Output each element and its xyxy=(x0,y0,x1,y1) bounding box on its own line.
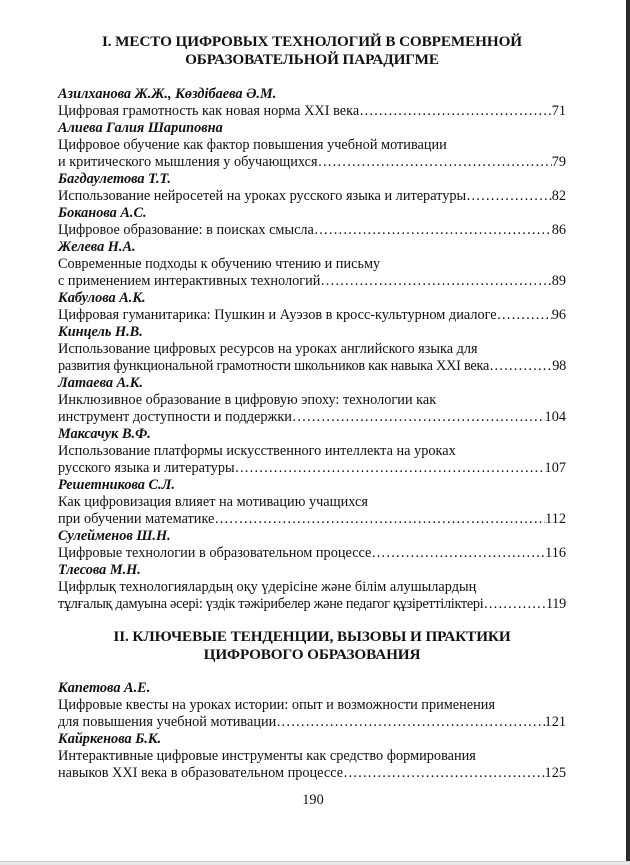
toc-entry-line[interactable] xyxy=(58,188,566,205)
toc-entry-line[interactable] xyxy=(58,409,566,426)
entry-title: Использование нейросетей на уроках русского языка и литературы xyxy=(58,188,467,204)
dot-leader xyxy=(314,222,552,239)
entry-title-line: Использование цифровых ресурсов на уроках английского языка для xyxy=(58,341,478,357)
entry-page-number: 82 xyxy=(551,188,566,204)
entry-author: Боканова А.С. xyxy=(58,205,147,221)
entry-page-number: 98 xyxy=(552,358,566,374)
entry-author: Азилханова Ж.Ж., Көздібаева Ә.М. xyxy=(58,86,277,102)
entry-title: развития функциональной грамотности школьников как навыка XXI века xyxy=(58,358,490,374)
section-heading xyxy=(58,628,566,664)
entry-title: для повышения учебной мотивации xyxy=(58,714,277,730)
viewer-scrollbar-track[interactable] xyxy=(626,0,630,861)
entry-title: навыков XXI века в образовательном процессе xyxy=(58,765,344,781)
toc-entry-line[interactable] xyxy=(58,460,566,477)
dot-leader xyxy=(371,545,545,562)
toc-entry-line[interactable] xyxy=(58,222,566,239)
entry-title-line: Цифровые квесты на уроках истории: опыт и возможности применения xyxy=(58,697,496,713)
entry-title: Цифровые технологии в образовательном процессе xyxy=(58,545,372,561)
toc-entry-line[interactable] xyxy=(58,154,566,171)
entry-page-number: 107 xyxy=(544,460,566,476)
dot-leader xyxy=(320,273,551,290)
entry-title-line: Цифровое обучение как фактор повышения учебной мотивации xyxy=(58,137,447,153)
entry-page-number: 116 xyxy=(545,545,566,561)
entry-title-line: Интерактивные цифровые инструменты как средство формирования xyxy=(58,748,476,764)
entry-title-line: Цифрлық технологиялардың оқу үдерісіне және білім алушылардың xyxy=(58,579,477,595)
dot-leader xyxy=(214,511,545,528)
entry-title: инструмент доступности и поддержки xyxy=(58,409,292,425)
entry-author: Капетова А.Е. xyxy=(58,680,151,696)
section-heading-line: ОБРАЗОВАТЕЛЬНОЙ ПАРАДИГМЕ xyxy=(185,51,439,68)
entry-author: Сулейменов Ш.Н. xyxy=(58,528,171,544)
dot-leader xyxy=(318,154,552,171)
dot-leader xyxy=(497,307,552,324)
entry-title: Цифровое образование: в поисках смысла xyxy=(58,222,314,238)
entry-page-number: 104 xyxy=(544,409,566,425)
toc-entry-line[interactable] xyxy=(58,511,566,528)
entry-page-number: 86 xyxy=(551,222,566,238)
page-number: 190 xyxy=(302,792,324,808)
toc-entry-line[interactable] xyxy=(58,765,566,782)
entry-author: Кайркенова Б.К. xyxy=(58,731,162,747)
dot-leader xyxy=(276,714,544,731)
entry-title: и критического мышления у обучающихся xyxy=(58,154,318,170)
dot-leader xyxy=(483,596,546,613)
toc-entry-line[interactable] xyxy=(58,596,566,613)
entry-title: тұлғалық дамуына әсері: үздік тәжірибелер және педагог құзіреттіліктері xyxy=(58,596,484,612)
entry-title: с применением интерактивных технологий xyxy=(58,273,321,289)
entry-author: Алиева Галия Шариповна xyxy=(58,120,223,136)
entry-page-number: 71 xyxy=(551,103,566,119)
entry-page-number: 96 xyxy=(551,307,566,323)
entry-title-line: Инклюзивное образование в цифровую эпоху: технологии как xyxy=(58,392,437,408)
viewer-bottom-edge xyxy=(0,861,630,865)
dot-leader xyxy=(292,409,545,426)
entry-author: Желева Н.А. xyxy=(58,239,136,255)
toc-entry-line[interactable] xyxy=(58,307,566,324)
entry-title-line: Как цифровизация влияет на мотивацию учащихся xyxy=(58,494,368,510)
entry-author: Тлесова М.Н. xyxy=(58,562,141,578)
entry-author: Решетникова С.Л. xyxy=(58,477,175,493)
entry-page-number: 121 xyxy=(544,714,566,730)
entry-author: Кинцель Н.В. xyxy=(58,324,143,340)
entry-title: Цифровая гуманитарика: Пушкин и Ауэзов в кросс-культурном диалоге xyxy=(58,307,497,323)
toc-entry-line[interactable] xyxy=(58,714,566,731)
entry-author: Латаева А.К. xyxy=(58,375,143,391)
entry-title: Цифровая грамотность как новая норма XXI века xyxy=(58,103,360,119)
toc-entry-line[interactable] xyxy=(58,358,566,375)
entry-page-number: 89 xyxy=(551,273,566,289)
dot-leader xyxy=(489,358,552,375)
entry-author: Кабулова А.К. xyxy=(58,290,146,306)
entry-author: Багдаулетова Т.Т. xyxy=(58,171,171,187)
section-heading-line: II. КЛЮЧЕВЫЕ ТЕНДЕНЦИИ, ВЫЗОВЫ И ПРАКТИКИ xyxy=(113,628,511,645)
dot-leader xyxy=(466,188,552,205)
section-heading-line: I. МЕСТО ЦИФРОВЫХ ТЕХНОЛОГИЙ В СОВРЕМЕННОЙ xyxy=(101,33,523,50)
entry-page-number: 79 xyxy=(551,154,566,170)
entry-page-number: 125 xyxy=(544,765,566,781)
toc-entry-line[interactable] xyxy=(58,103,566,120)
dot-leader xyxy=(359,103,552,120)
entry-title-line: Использование платформы искусственного интеллекта на уроках xyxy=(58,443,456,459)
toc-entry-line[interactable] xyxy=(58,545,566,562)
dot-leader xyxy=(235,460,545,477)
dot-leader xyxy=(343,765,544,782)
entry-title-line: Современные подходы к обучению чтению и письму xyxy=(58,256,381,272)
entry-title: при обучении математике xyxy=(58,511,215,527)
section-heading xyxy=(58,33,566,69)
entry-title: русского языка и литературы xyxy=(58,460,235,476)
section-heading-line: ЦИФРОВОГО ОБРАЗОВАНИЯ xyxy=(203,646,421,663)
entry-page-number: 119 xyxy=(545,596,566,612)
entry-page-number: 112 xyxy=(545,511,566,527)
toc-entry-line[interactable] xyxy=(58,273,566,290)
entry-author: Максачук В.Ф. xyxy=(58,426,151,442)
